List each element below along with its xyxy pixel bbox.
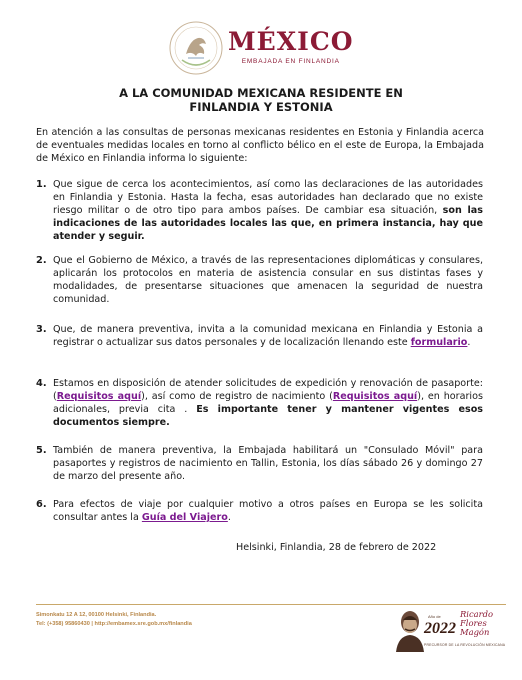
item-number: 3. [36,324,47,335]
item-number: 2. [36,255,47,266]
item-text-plain: ), en horarios adicionales, previa cita . [53,391,483,415]
passport-requirements-link[interactable]: Requisitos aquí [56,391,142,402]
footer-address-block [36,611,192,629]
item-number: 4. [36,378,47,389]
footer-caption: PRECURSOR DE LA REVOLUCIÓN MEXICANA [424,643,506,647]
item-number: 6. [36,499,47,510]
footer-year: 2022 [424,620,456,637]
item-text-plain: ), así como de registro de nacimiento ( [141,391,333,402]
item-text-plain: . [227,512,231,523]
item-text [53,254,483,306]
footer-contact: Tel: (+358) 95860430 | http://embamex.sre.gob.mx/finlandia [36,621,192,627]
item-text-plain: También de manera preventiva, la Embajada habilitará un "Consulado Móvil" para pasaportes y registros de nacimiento en Tallin, Estonia, los días sábado 26 y domingo 27 de marzo del presente año. [53,445,483,482]
item-text-plain: Para efectos de viaje por cualquier motivo a otros países en Europa se les solicita consultar antes la [53,499,483,523]
guia-del-viajero-link[interactable]: Guía del Viajero [141,512,228,523]
brand-block [228,28,354,65]
intro-paragraph: En atención a las consultas de personas mexicanas residentes en Estonia y Finlandia acerca de eventuales medidas locales en torno al conflicto bélico en el este de Europa, la Embajada de México en Finlandia informa lo siguiente: [36,127,484,164]
item-text-plain: Que el Gobierno de México, a través de las representaciones diplomáticas y consulares, aplicarán los protocolos en materia de asistencia consular en sus distintas fases y modalidades, de presentarse situaciones que amenacen la seguridad de nuestra comunidad. [53,255,483,305]
footer-year-sub: Año de [428,614,441,619]
item-text-bold: Es importante tener y mantener vigentes esos documentos siempre. [53,404,483,428]
item-number: 5. [36,445,47,456]
document-title [60,86,462,114]
country-name: MÉXICO [228,27,354,56]
portrait-icon [394,608,426,652]
item-text-plain: . [467,337,471,348]
item-text [53,178,483,243]
footer-address: Simonkatu 12 A 12, 00100 Helsinki, Finlandia. [36,612,157,618]
embassy-name: EMBAJADA EN FINLANDIA [241,58,340,65]
birth-registration-requirements-link[interactable]: Requisitos aquí [332,391,418,402]
item-text-plain: Estamos en disposición de atender solicitudes de expedición y renovación de pasaporte: ( [53,378,483,402]
footer-honoree-name: Ricardo Flores Magón [460,609,494,637]
footer-divider [36,604,506,605]
item-text-plain: Que, de manera preventiva, invita a la comunidad mexicana en Finlandia y Estonia a registrar o actualizar sus datos personales y de localización llenando este [53,324,483,348]
item-text-bold: son las indicaciones de las autoridades locales las que, en primera instancia, hay que atender y seguir. [53,205,483,242]
coat-of-arms-seal-icon [168,20,224,76]
embassy-header [168,20,368,78]
item-number: 1. [36,179,47,190]
item-text [53,323,483,349]
item-text [53,377,483,429]
item-text [53,444,483,483]
flores-magon-2022-logo [394,606,514,654]
formulario-link[interactable]: formulario [410,337,468,348]
item-text [53,498,483,524]
title-line-2: FINLANDIA Y ESTONIA [189,100,333,114]
place-and-date: Helsinki, Finlandia, 28 de febrero de 2022 [236,542,437,553]
title-line-1: A LA COMUNIDAD MEXICANA RESIDENTE EN [119,86,403,100]
item-text-plain: Que sigue de cerca los acontecimientos, así como las declaraciones de las autoridades en Finlandia y Estonia. Hasta la fecha, esas autoridades han declarado que no existe riesgo militar o de otro tipo para ambos países. De cambiar esa situación, [53,179,483,216]
